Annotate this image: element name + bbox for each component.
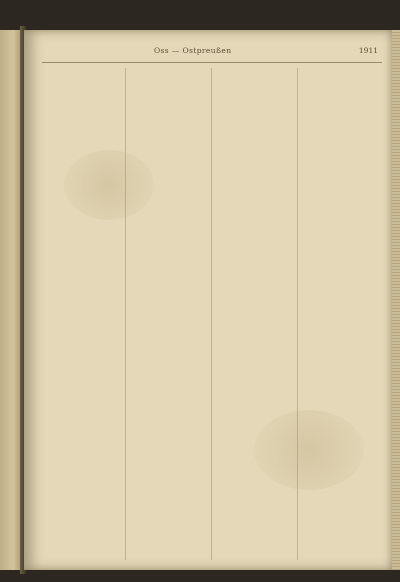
running-header (24, 46, 392, 60)
previous-page-edge (0, 30, 22, 570)
column-divider (125, 68, 126, 560)
text-column-4 (300, 68, 380, 560)
text-column-1 (42, 68, 122, 560)
column-divider (297, 68, 298, 560)
page-number: 1911 (358, 46, 378, 55)
column-divider (211, 68, 212, 560)
running-head-title: Oss — Ostpreußen (154, 46, 232, 55)
page-sheet (24, 30, 392, 570)
page-block-edge (392, 30, 400, 570)
header-rule (42, 62, 382, 63)
text-column-3 (214, 68, 294, 560)
directory-listing (42, 68, 384, 560)
text-column-2 (128, 68, 208, 560)
